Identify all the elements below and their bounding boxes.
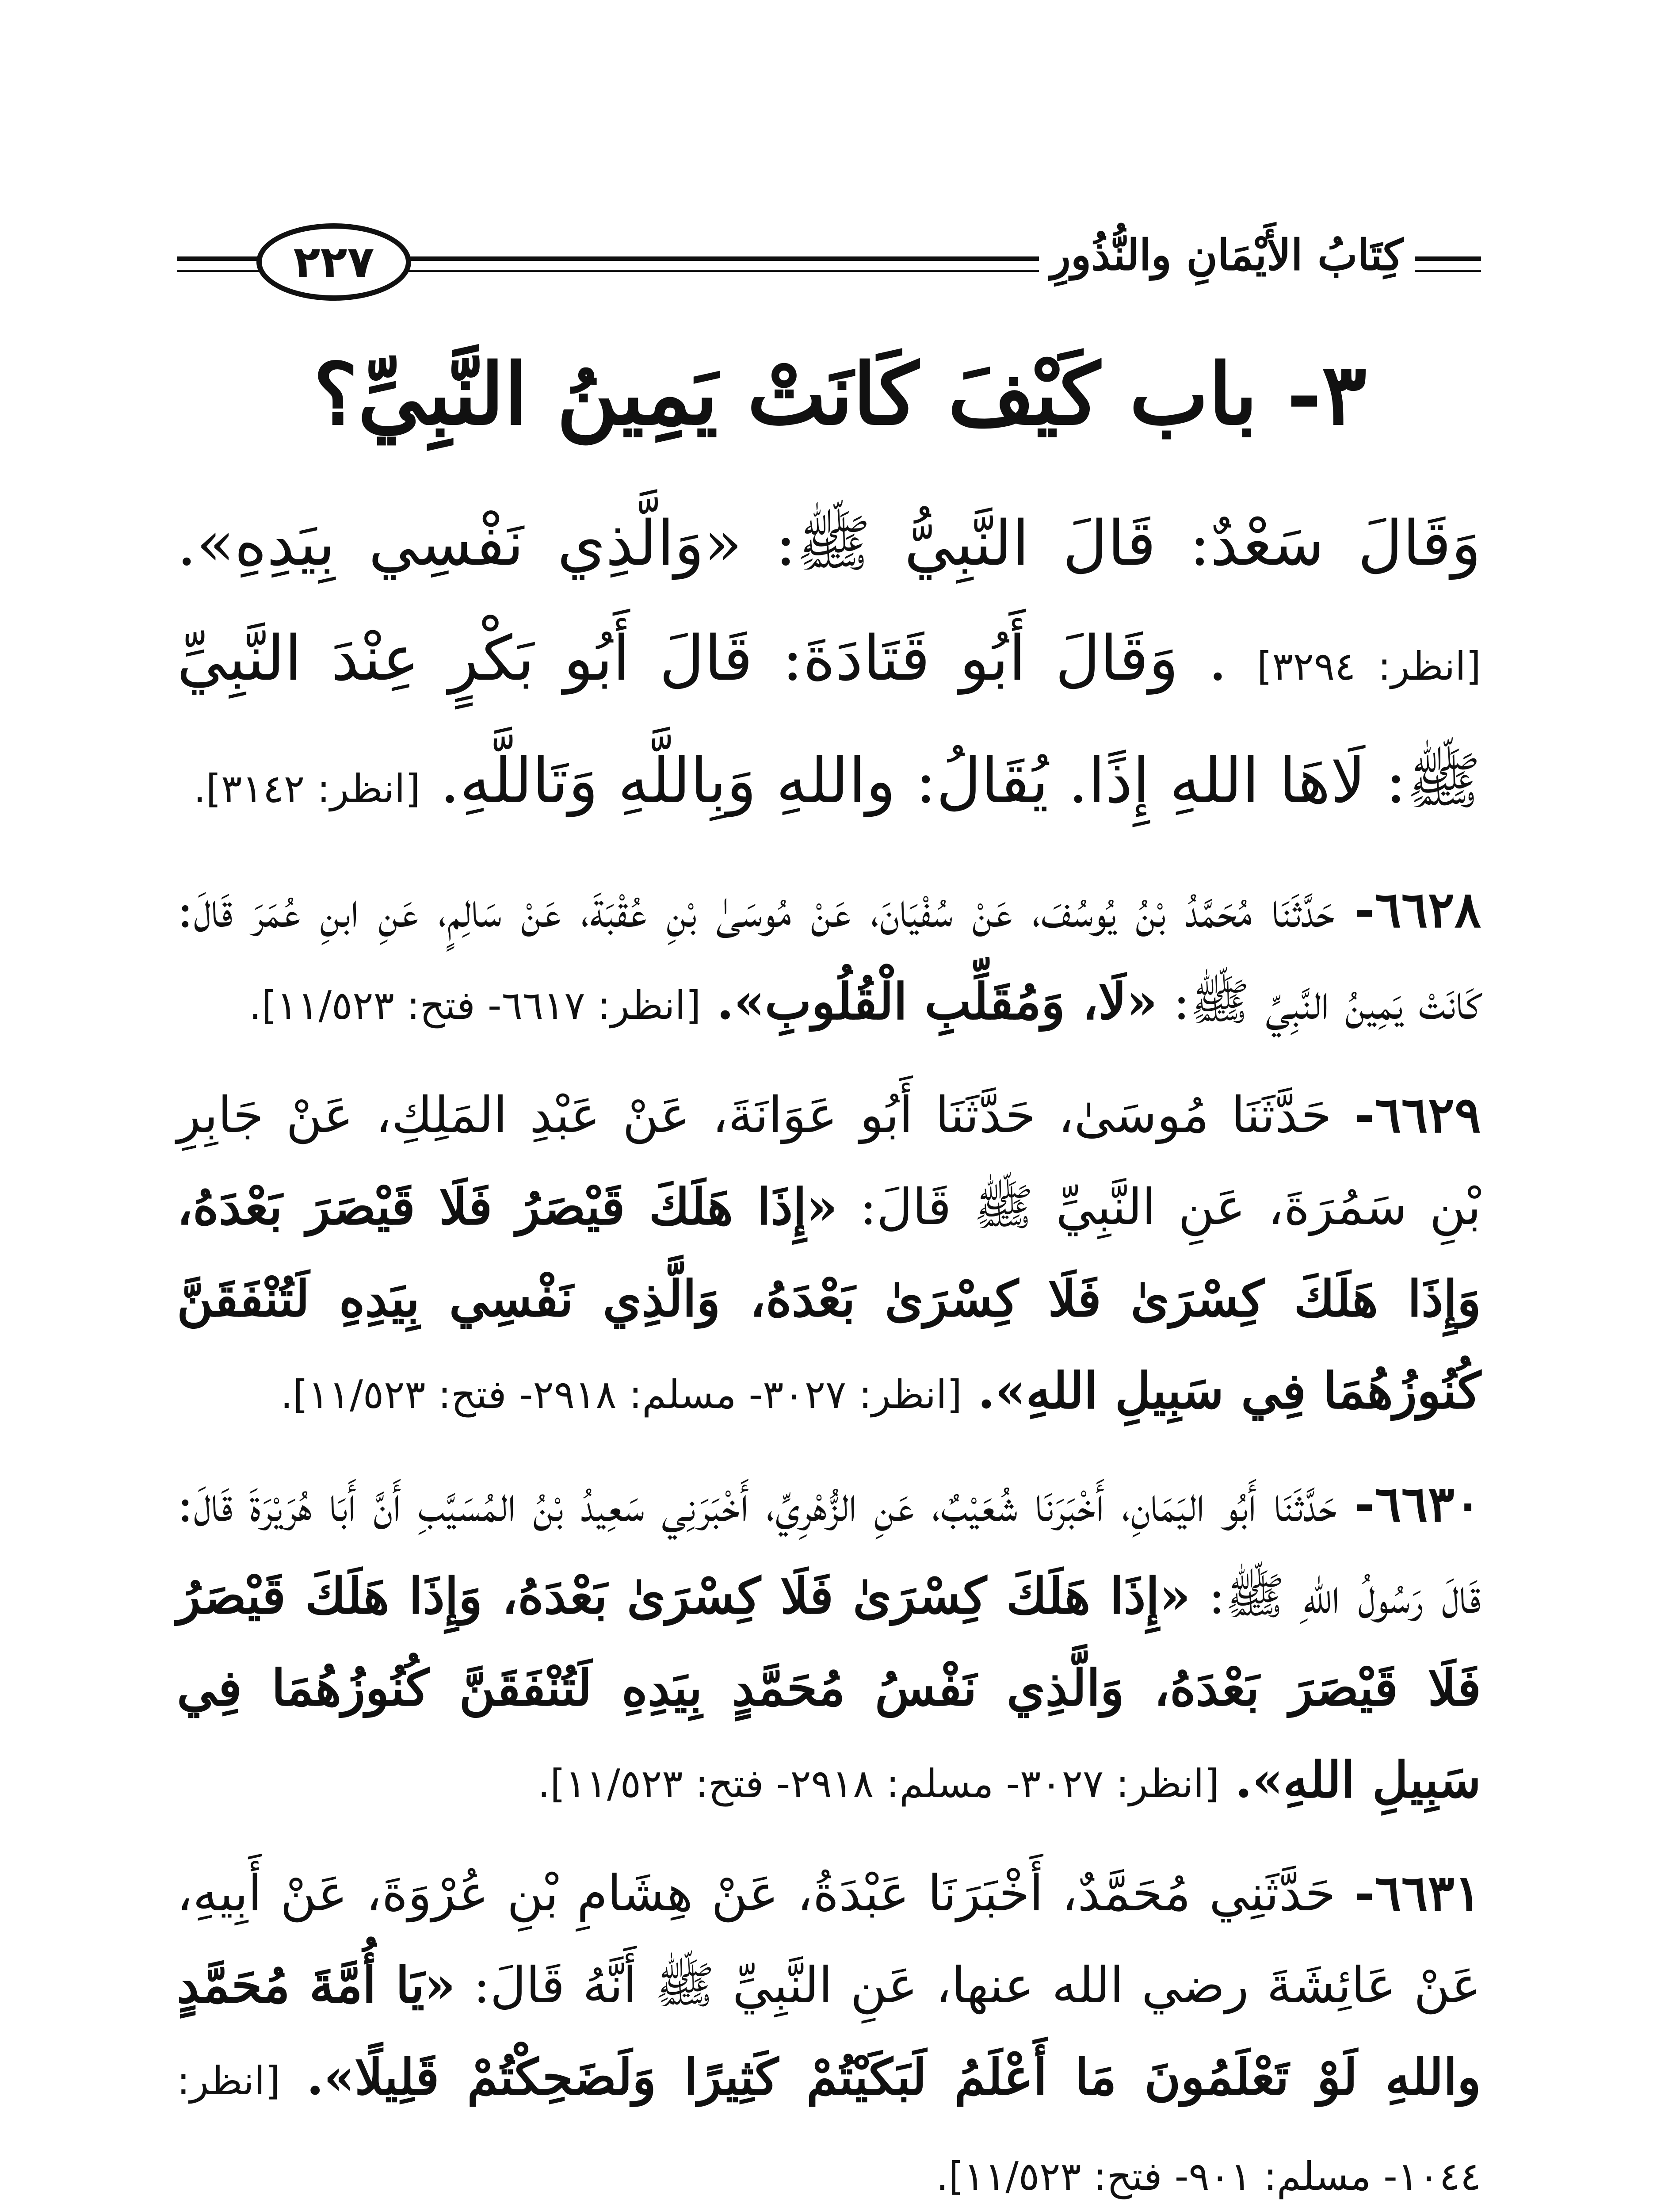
header-rule-right-thin (1406, 270, 1481, 272)
hadith-text: حَدَّثَنَا أَبُو اليَمَانِ، أَخْبَرَنَا شُعَيْبٌ، عَنِ الزُّهْرِيِّ، أَخْبَرَنِي سَعِيدُ بْنُ المُسَيَّبِ أَنَّ أَبَا هُرَيْرَةَ قَالَ: قَالَ رَسُولُ اللهِ ﷺ: (177, 1476, 1481, 1625)
page-number: ٢٢٧ (293, 236, 374, 288)
hadith-ref: [انظر: ٣٠٢٧- مسلم: ٢٩١٨- فتح: ١١/٥٢٣]. (538, 1761, 1219, 1806)
hadith-quote: «إِذَا هَلَكَ قَيْصَرُ فَلَا قَيْصَرَ بَعْدَهُ، وَإِذَا هَلَكَ كِسْرَىٰ فَلَا كِسْرَىٰ بَعْدَهُ، وَالَّذِي نَفْسِي بِيَدِهِ لَتُنْفَقَنَّ كُنُوزُهُمَا فِي سَبِيلِ اللهِ». (177, 1178, 1481, 1420)
hadith-number: ٦٦٢٩- (1354, 1086, 1481, 1144)
hadith-quote: «لَا، وَمُقَلِّبِ الْقُلُوبِ». (716, 973, 1157, 1031)
hadith-text: حَدَّثَنَا مُحَمَّدُ بْنُ يُوسُفَ، عَنْ سُفْيَانَ، عَنْ مُوسَىٰ بْنِ عُقْبَةَ، عَنْ سَالِمٍ، عَنِ ابنِ عُمَرَ قَالَ: كَانَتْ يَمِينُ النَّبِيِّ ﷺ: (177, 881, 1481, 1031)
hadith-number: ٦٦٢٨- (1354, 881, 1481, 939)
hadith-text: حَدَّثَنَا مُوسَىٰ، حَدَّثَنَا أَبُو عَوَانَةَ، عَنْ عَبْدِ المَلِكِ، عَنْ جَابِرِ بْنِ سَمُرَةَ، عَنِ النَّبِيِّ ﷺ قَالَ: (177, 1086, 1481, 1236)
hadith-ref: [انظر: ٦٦١٧- فتح: ١١/٥٢٣]. (249, 983, 701, 1028)
hadith-ref: [انظر: ٣٠٢٧- مسلم: ٢٩١٨- فتح: ١١/٥٢٣]. (280, 1372, 962, 1417)
hadith-number: ٦٦٣٠- (1354, 1475, 1481, 1533)
hadith-6630 (177, 1458, 1481, 1830)
chapter-title: ٣- باب كَيْفَ كَانَتْ يَمِينُ النَّبِيِّ؟ (313, 345, 1367, 444)
hadith-6631 (177, 1848, 1481, 2211)
page-number-oval (256, 223, 411, 301)
intro-text-2: . وَقَالَ أَبُو قَتَادَةَ: قَالَ أَبُو بَكْرٍ عِنْدَ النَّبِيِّ ﷺ: لَاهَا اللهِ إِذًا. يُقَالُ: واللهِ وَبِاللَّهِ وَتَاللَّهِ. (177, 623, 1481, 817)
header-rule-middle-thin (393, 270, 1057, 272)
intro-ref-1: [انظر: ٣٢٩٤] (1257, 643, 1481, 689)
hadith-ref: [انظر: ١٠٤٤- مسلم: ٩٠١- فتح: ١١/٥٢٣]. (177, 2058, 1481, 2199)
hadith-text: حَدَّثَنِي مُحَمَّدٌ، أَخْبَرَنَا عَبْدَةُ، عَنْ هِشَامِ بْنِ عُرْوَةَ، عَنْ أَبِيهِ، عَنْ عَائِشَةَ رضي الله عنها، عَنِ النَّبِيِّ ﷺ أَنَّهُ قَالَ: (177, 1865, 1481, 2014)
running-title: كِتَابُ الأَيْمَانِ والنُّذُورِ (1039, 230, 1415, 280)
intro-ref-2: [انظر: ٣١٤٢]. (193, 766, 420, 811)
hadith-quote: «إِذَا هَلَكَ كِسْرَىٰ فَلَا كِسْرَىٰ بَعْدَهُ، وَإِذَا هَلَكَ قَيْصَرُ فَلَا قَيْصَرَ بَعْدَهُ، وَالَّذِي نَفْسُ مُحَمَّدٍ بِيَدِهِ لَتُنْفَقَنَّ كُنُوزُهُمَا فِي سَبِيلِ اللهِ». (177, 1567, 1481, 1809)
hadith-6629 (177, 1069, 1481, 1441)
intro-text: وَقَالَ سَعْدٌ: قَالَ النَّبِيُّ ﷺ: «وَالَّذِي نَفْسِي بِيَدِهِ». (177, 508, 1481, 580)
header-rule-right (1406, 256, 1481, 261)
page-body (177, 486, 1481, 2211)
chapter-intro (177, 486, 1481, 846)
header-rule-middle (393, 256, 1057, 261)
hadith-quote: «يَا أُمَّةَ مُحَمَّدٍ واللهِ لَوْ تَعْلَمُونَ مَا أَعْلَمُ لَبَكَيْتُمْ كَثِيرًا وَلَضَحِكْتُمْ قَلِيلًا». (177, 1956, 1481, 2106)
hadith-number: ٦٦٣١- (1354, 1864, 1481, 1922)
hadith-6628 (177, 864, 1481, 1052)
